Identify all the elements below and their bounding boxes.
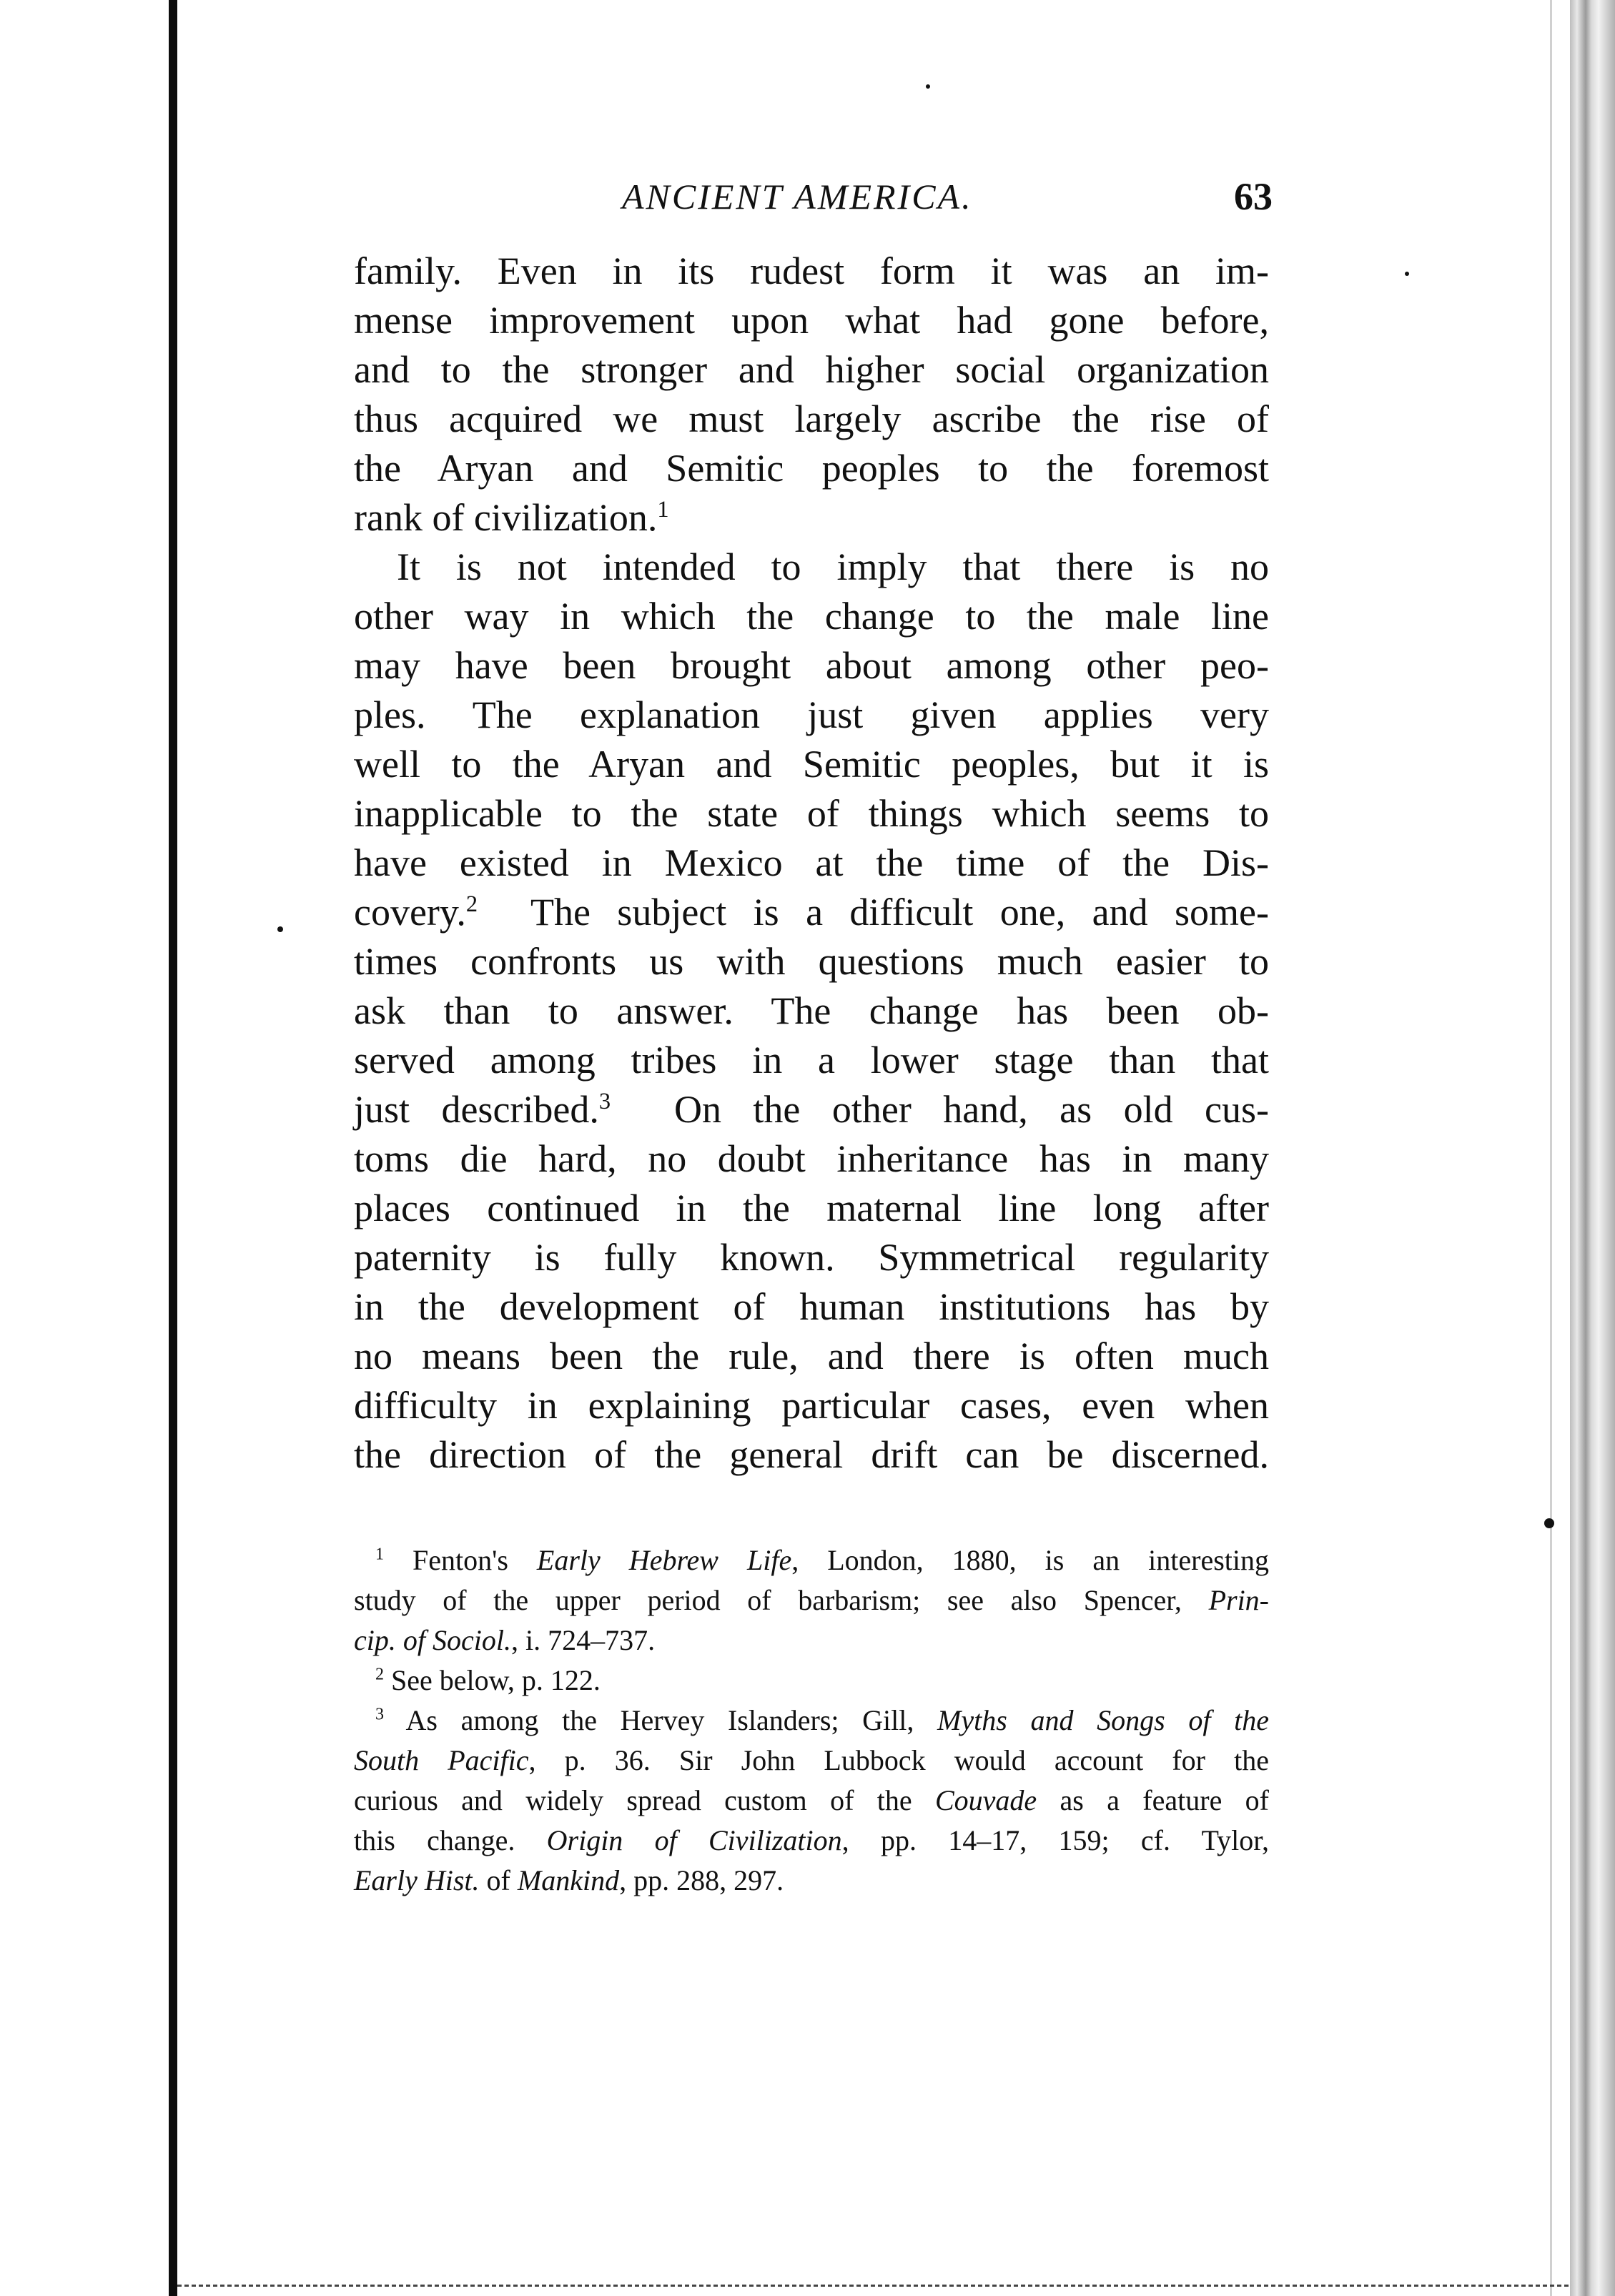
page-number: 63 xyxy=(1234,175,1273,218)
text-line: places continued in the maternal line long after xyxy=(354,1187,1269,1229)
text-line: times confronts us with questions much easier to xyxy=(354,940,1269,983)
footnote-1-line xyxy=(354,1620,1269,1661)
text-line xyxy=(354,493,1269,543)
text-line: inapplicable to the state of things which seems to xyxy=(354,792,1269,835)
text-line: mense improvement upon what had gone before, xyxy=(354,299,1269,342)
footnote-3-line xyxy=(354,1701,1269,1741)
book-title: Early Hist. xyxy=(354,1864,480,1896)
text-line: served among tribes in a lower stage than that xyxy=(354,1039,1269,1082)
book-title: cip. of Sociol. xyxy=(354,1624,511,1656)
text-segment: , London, 1880, is an interesting xyxy=(791,1544,1269,1576)
text-segment: just described. xyxy=(354,1088,599,1131)
ink-speck xyxy=(1405,272,1409,276)
text-segment: covery. xyxy=(354,891,466,934)
text-segment: On the other hand, as old cus- xyxy=(673,1088,1270,1131)
footnote-1-line xyxy=(354,1580,1269,1620)
footnote-number: 1 xyxy=(375,1545,384,1564)
text-line: the Aryan and Semitic peoples to the foremost xyxy=(354,447,1269,490)
footnote-ref-2[interactable]: 2 xyxy=(465,891,478,917)
footnotes xyxy=(354,1540,1269,1901)
text-line: ask than to answer. The change has been ob- xyxy=(354,989,1269,1032)
text-line: paternity is fully known. Symmetrical regularity xyxy=(354,1236,1269,1279)
text-line: ples. The explanation just given applies very xyxy=(354,693,1269,736)
footnote-3-line xyxy=(354,1821,1269,1861)
text-segment: study of the upper period of barbarism; see also Spencer, xyxy=(354,1584,1209,1616)
text-line: other way in which the change to the male line xyxy=(354,595,1269,638)
text-segment: of xyxy=(479,1864,518,1896)
text-line: toms die hard, no doubt inheritance has in many xyxy=(354,1137,1269,1180)
footnote-1-line xyxy=(354,1540,1269,1580)
text-line: may have been brought about among other peo- xyxy=(354,644,1269,687)
text-segment: rank of civilization. xyxy=(354,496,658,539)
book-title: Prin- xyxy=(1208,1584,1269,1616)
footnote-ref-1[interactable]: 1 xyxy=(657,497,669,523)
book-title: South Pacific xyxy=(354,1744,529,1776)
running-head-title: ANCIENT AMERICA. xyxy=(622,177,973,217)
text-line xyxy=(354,1085,1269,1134)
text-line: in the development of human institutions has by xyxy=(354,1285,1269,1328)
footnote-3-line xyxy=(354,1741,1269,1781)
footnote-number: 2 xyxy=(375,1665,384,1684)
text-line: difficulty in explaining particular cases, even when xyxy=(354,1384,1269,1427)
text-segment: , pp. 288, 297. xyxy=(619,1864,784,1896)
book-title: Early Hebrew Life xyxy=(536,1544,792,1576)
text-line: well to the Aryan and Semitic peoples, but it is xyxy=(354,743,1269,786)
text-segment: As among the Hervey Islanders; Gill, xyxy=(405,1704,938,1736)
text-line: It is not intended to imply that there is no xyxy=(397,545,1269,588)
book-title: Myths and Songs of the xyxy=(937,1704,1269,1736)
text-segment: as a feature of xyxy=(1037,1784,1269,1816)
book-title: Origin of Civilization xyxy=(546,1824,842,1856)
footnote-3-line xyxy=(354,1781,1269,1821)
ink-speck xyxy=(1544,1518,1554,1528)
footnote-number: 3 xyxy=(375,1705,384,1724)
text-segment: See below, p. 122. xyxy=(391,1664,601,1696)
footnote-3-line xyxy=(354,1861,1269,1901)
left-margin-rule xyxy=(169,0,177,2296)
footnote-2-line xyxy=(354,1661,1269,1701)
right-page-edge xyxy=(1570,0,1615,2296)
text-line: and to the stronger and higher social organization xyxy=(354,348,1269,391)
text-segment: this change. xyxy=(354,1824,547,1856)
text-segment: Fenton's xyxy=(413,1544,537,1576)
text-line: the direction of the general drift can be discerned. xyxy=(354,1433,1269,1476)
book-title: Mankind xyxy=(517,1864,620,1896)
footnote-ref-3[interactable]: 3 xyxy=(598,1089,611,1114)
text-line xyxy=(354,888,1269,937)
text-line: thus acquired we must largely ascribe the rise of xyxy=(354,397,1269,440)
text-segment: curious and widely spread custom of the xyxy=(354,1784,935,1816)
text-line: have existed in Mexico at the time of the Dis- xyxy=(354,841,1269,884)
text-segment: The subject is a difficult one, and some- xyxy=(530,891,1269,934)
right-margin-line xyxy=(1550,0,1552,2296)
bottom-edge-rule xyxy=(177,2285,1570,2287)
text-line: family. Even in its rudest form it was an im- xyxy=(354,249,1269,292)
ink-speck xyxy=(277,926,283,932)
ink-speck xyxy=(926,84,930,89)
book-title: Couvade xyxy=(934,1784,1037,1816)
text-segment: , pp. 14–17, 159; cf. Tylor, xyxy=(841,1824,1270,1856)
text-line: no means been the rule, and there is often much xyxy=(354,1335,1269,1377)
text-segment: , i. 724–737. xyxy=(510,1624,656,1656)
text-segment: , p. 36. Sir John Lubbock would account for the xyxy=(528,1744,1269,1776)
body-text xyxy=(354,247,1269,1480)
